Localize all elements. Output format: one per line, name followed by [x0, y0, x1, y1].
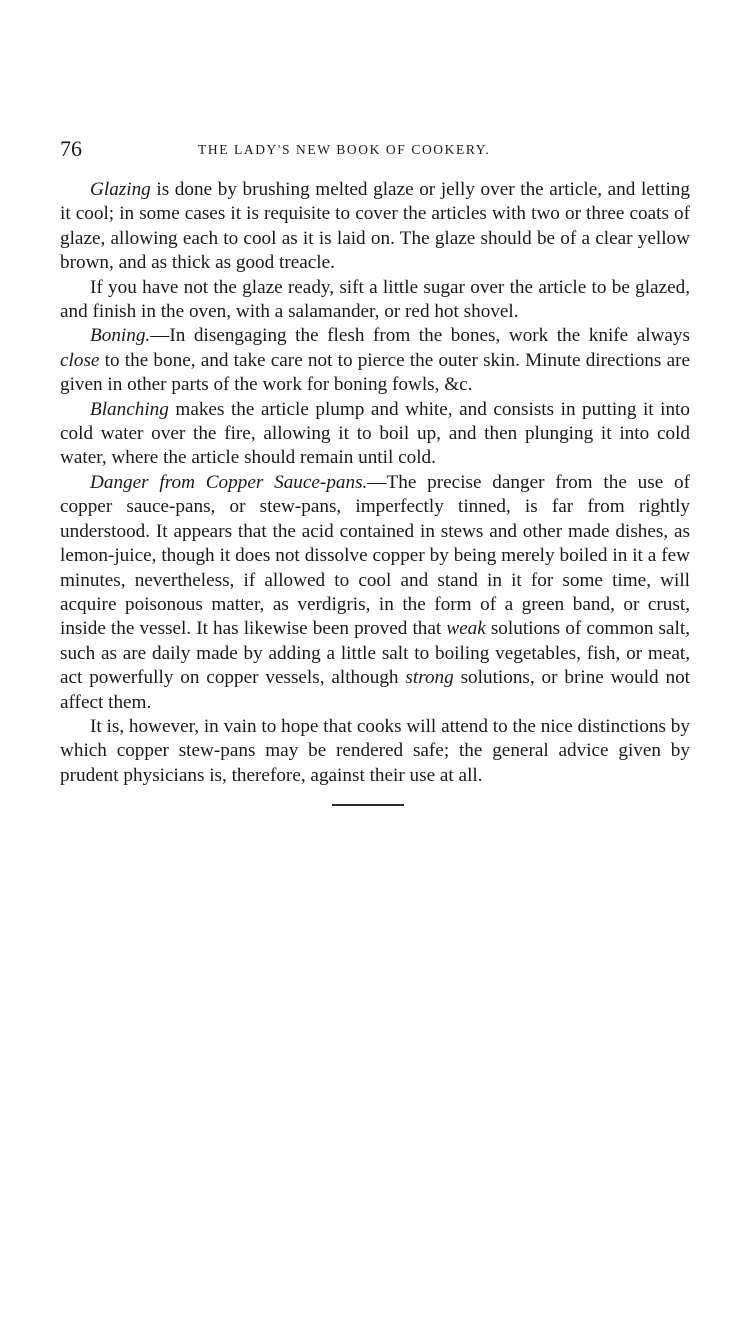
paragraph-glazing: [60, 178, 690, 276]
paragraph-blanching: [60, 398, 690, 471]
paragraph-boning-text-a: —In disengaging the flesh from the bones, work the knife always: [150, 325, 690, 347]
paragraph-boning-text-b: to the bone, and take care not to pierce the outer skin. Minute directions are given in other parts of the work for boning fowls, &c.: [60, 349, 690, 396]
term-blanching: Blanching: [90, 398, 169, 420]
paragraph-copper-danger-text-a: —The precise danger from the use of copper sauce-pans, or stew-pans, imperfectly tinned, is far from rightly understood. It appears that the acid contained in stews and other made dishes, as lemon-juice, though it does not dissolve copper by being merely boiled in it a few minutes, nevertheless, if allowed to cool and stand in it for some time, will acquire poisonous matter, as verdigris, in the form of a green band, or crust, inside the vessel. It has likewise been proved that: [60, 471, 690, 640]
section-end-rule: [332, 804, 404, 806]
paragraph-conclusion-text: It is, however, in vain to hope that cooks will attend to the nice distinctions by which copper stew-pans may be rendered safe; the general advice given by prudent physicians is, therefore, against their use at all.: [60, 715, 690, 786]
term-copper-danger: Danger from Copper Sauce-pans.: [90, 471, 368, 493]
book-page: [60, 136, 690, 806]
paragraph-copper-danger: [60, 471, 690, 715]
paragraph-glaze-substitute-text: If you have not the glaze ready, sift a little sugar over the article to be glazed, and finish in the oven, with a salamander, or red hot shovel.: [60, 276, 690, 323]
emphasis-close: close: [60, 349, 100, 371]
paragraph-conclusion: [60, 715, 690, 788]
page-header: [60, 136, 690, 168]
emphasis-weak: weak: [446, 618, 486, 640]
paragraph-copper-danger-text-c: solutions, or brine would not affect them.: [60, 667, 691, 713]
running-head: THE LADY'S NEW BOOK OF COOKERY.: [198, 142, 491, 157]
paragraph-copper-danger-text-b: solutions of common salt, such as are daily made by adding a little salt to boiling vegetables, fish, or meat, act powerfully on copper vessels, although: [60, 618, 690, 689]
paragraph-glaze-substitute: [60, 276, 690, 325]
paragraph-boning: [60, 324, 690, 397]
paragraph-glazing-text: is done by brushing melted glaze or jelly over the article, and letting it cool; in some cases it is requisite to cover the articles with two or three coats of glaze, allowing each to cool as it is laid on. The glaze should be of a clear yellow brown, and as thick as good treacle.: [60, 179, 690, 274]
emphasis-strong: strong: [405, 667, 454, 689]
term-boning: Boning.: [90, 325, 151, 347]
page-number: 76: [60, 136, 82, 161]
term-glazing: Glazing: [90, 179, 151, 200]
paragraph-blanching-text: makes the article plump and white, and consists in putting it into cold water over the fire, allowing it to boil up, and then plunging it into cold water, where the article should remain until cold.: [60, 398, 690, 469]
